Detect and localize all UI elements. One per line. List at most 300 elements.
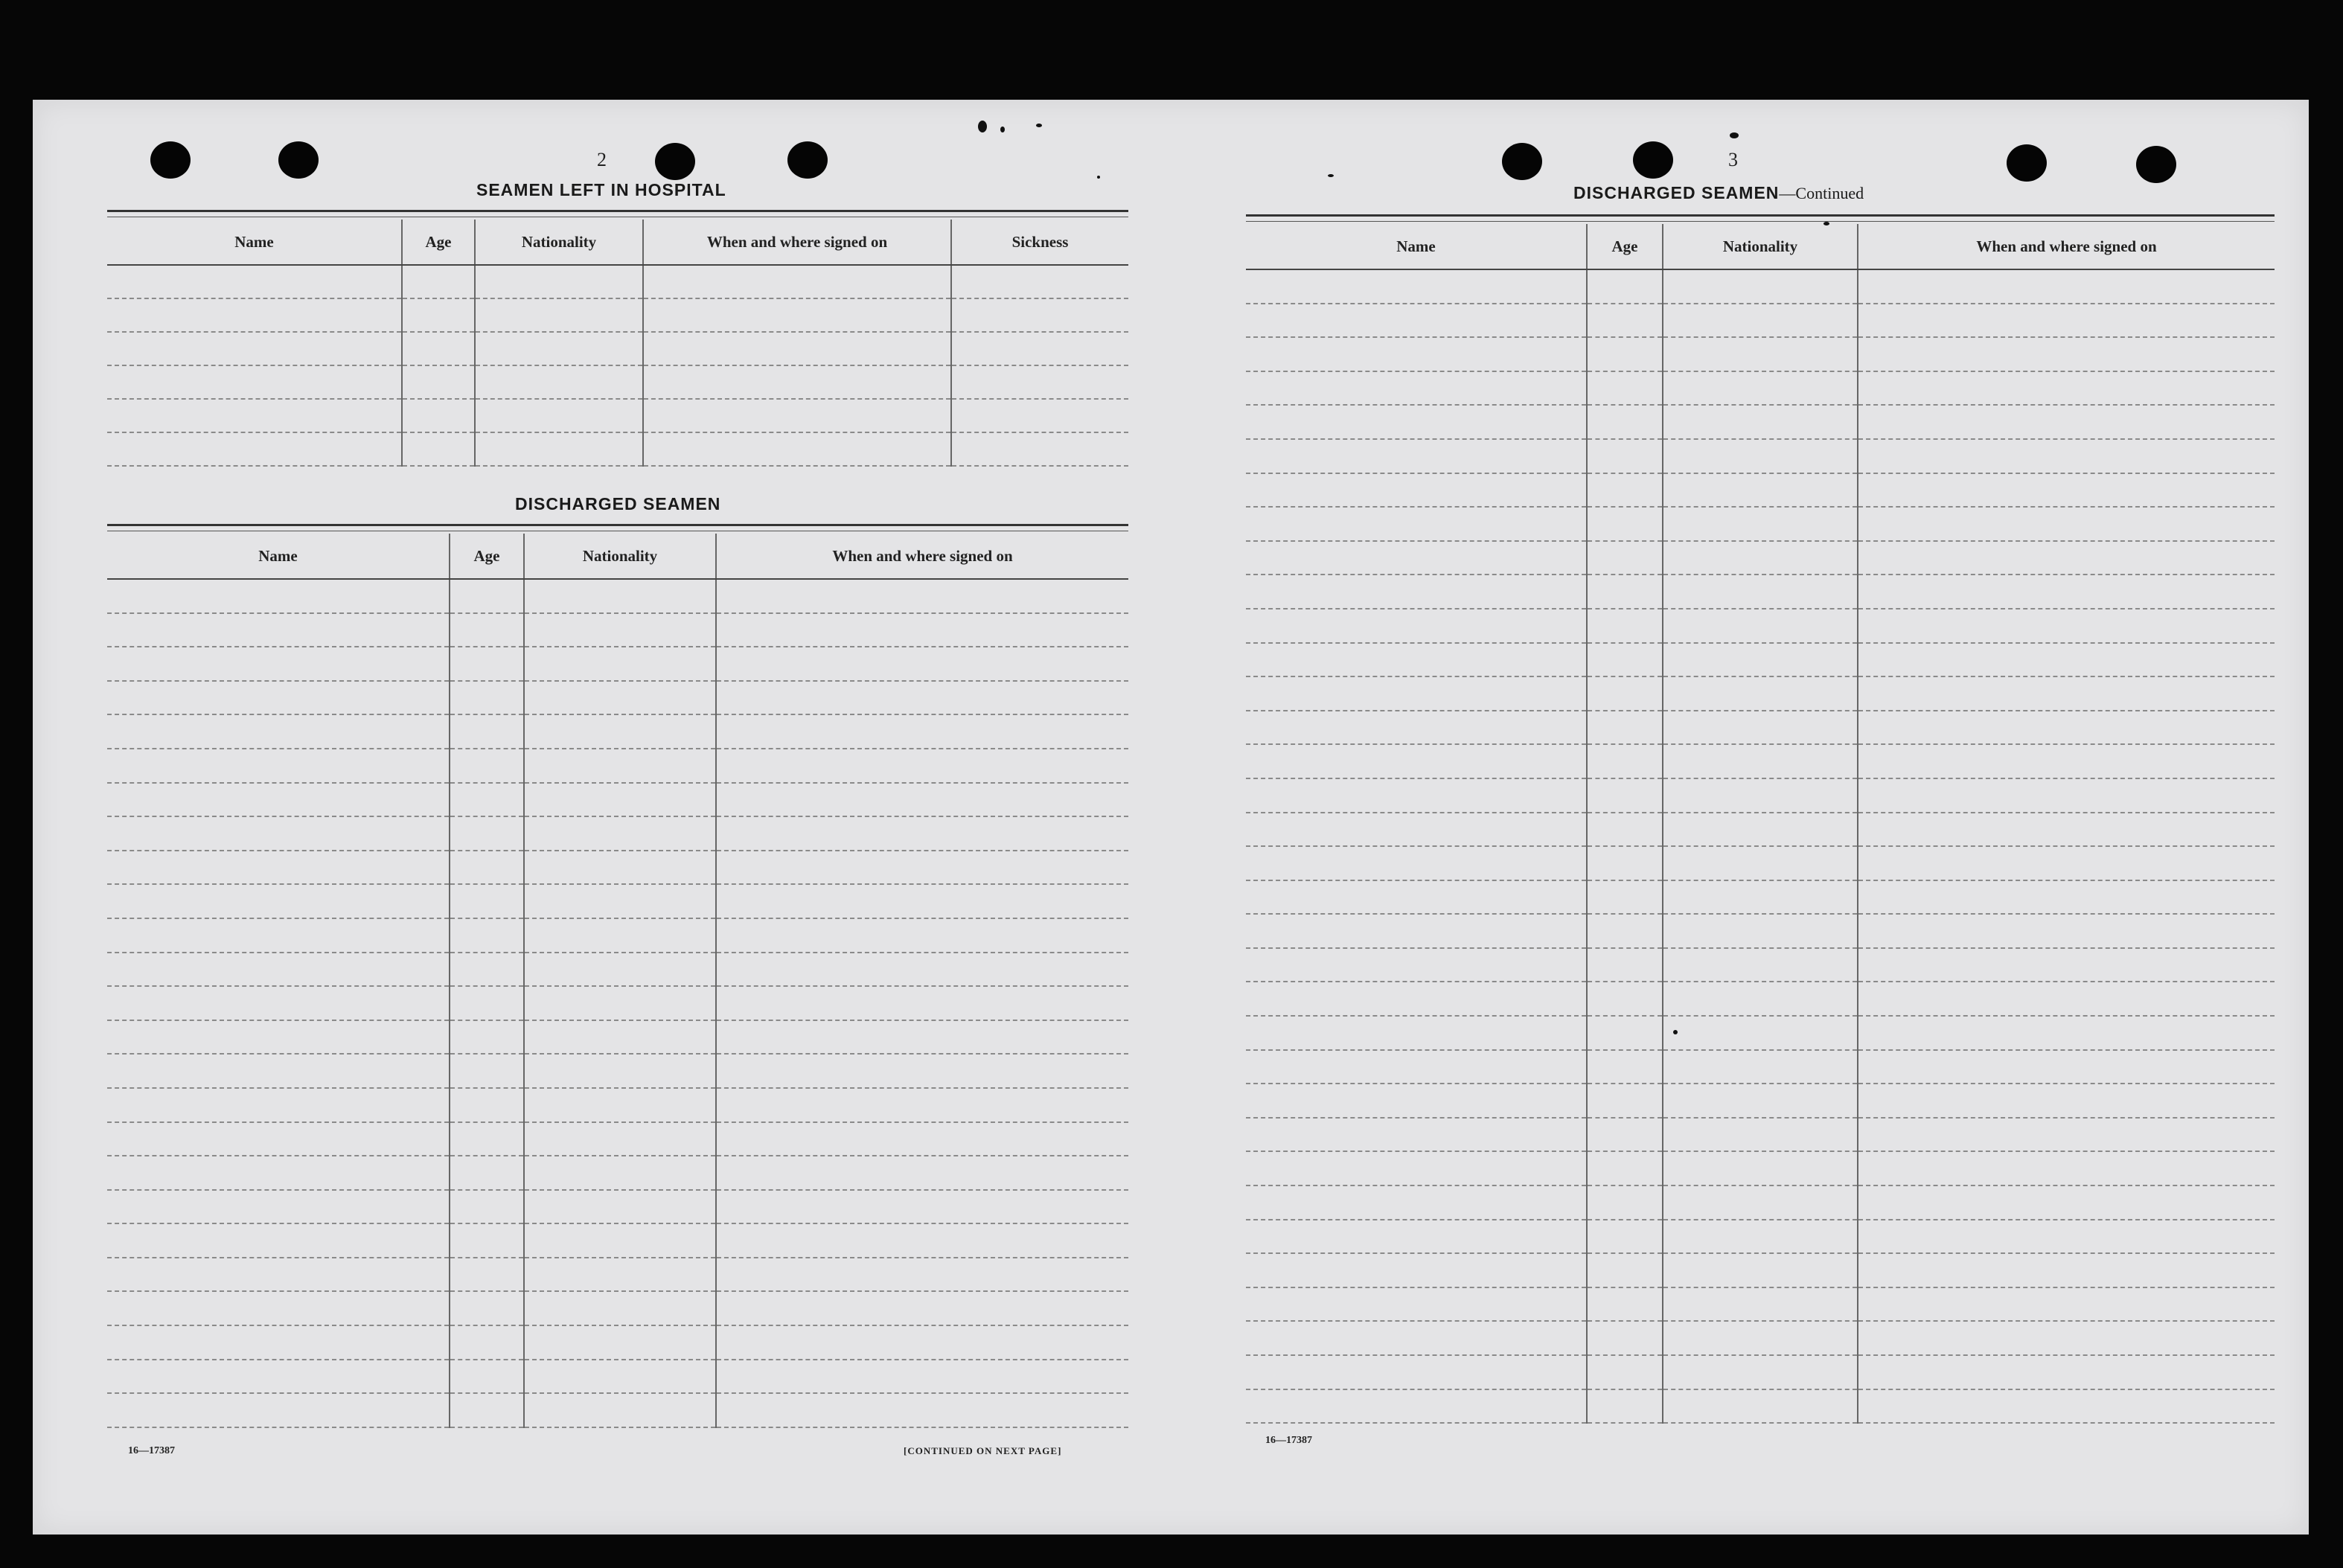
- table-cell: [107, 783, 450, 817]
- table-cell: [1246, 1253, 1587, 1287]
- table-cell: [1663, 643, 1858, 677]
- table-row: [107, 1088, 1128, 1122]
- table-cell: [1246, 304, 1587, 338]
- table-cell: [402, 365, 475, 399]
- table-cell: [1246, 948, 1587, 982]
- table-cell: [643, 332, 951, 365]
- column-header-signed-on: When and where signed on: [716, 534, 1128, 579]
- table-row: [1246, 643, 2275, 677]
- table-cell: [524, 613, 716, 647]
- table-cell: [402, 432, 475, 466]
- table-cell: [1858, 575, 2275, 609]
- table-cell: [1587, 405, 1663, 439]
- table-cell: [1858, 1355, 2275, 1389]
- page-number-left: 2: [597, 149, 607, 170]
- column-header-nationality: Nationality: [524, 534, 716, 579]
- table-cell: [1587, 1321, 1663, 1355]
- table-cell: [716, 1020, 1128, 1055]
- table-cell: [1246, 914, 1587, 948]
- table-cell: [1663, 846, 1858, 880]
- table-row: [1246, 1050, 2275, 1084]
- table-row: [107, 579, 1128, 613]
- table-cell: [1587, 473, 1663, 508]
- table-cell: [1858, 813, 2275, 847]
- table-cell: [107, 579, 450, 613]
- table-cell: [450, 1122, 524, 1156]
- table-row: [1246, 846, 2275, 880]
- table-cell: [1663, 914, 1858, 948]
- table-cell: [1663, 405, 1858, 439]
- table-cell: [1246, 1389, 1587, 1424]
- table-cell: [716, 884, 1128, 918]
- table-cell: [1663, 1016, 1858, 1050]
- table-cell: [450, 918, 524, 953]
- right-section-title-main: DISCHARGED SEAMEN: [1573, 183, 1780, 202]
- table-cell: [1587, 982, 1663, 1016]
- table-cell: [1858, 744, 2275, 778]
- column-header-nationality: Nationality: [475, 220, 643, 265]
- table-cell: [716, 986, 1128, 1020]
- table-row: [1246, 609, 2275, 643]
- table-cell: [716, 579, 1128, 613]
- table-cell: [716, 1190, 1128, 1224]
- page-number-right: 3: [1728, 149, 1738, 170]
- table-cell: [716, 681, 1128, 715]
- table-cell: [1246, 744, 1587, 778]
- table-row: [1246, 473, 2275, 508]
- table-cell: [1858, 1050, 2275, 1084]
- table-cell: [1663, 473, 1858, 508]
- table-cell: [716, 1122, 1128, 1156]
- table-cell: [107, 714, 450, 749]
- table-row: [107, 1190, 1128, 1224]
- table-row: [107, 1156, 1128, 1190]
- table-cell: [1858, 880, 2275, 915]
- table-cell: [107, 1258, 450, 1292]
- table-row: [1246, 1151, 2275, 1185]
- table-row: [107, 1122, 1128, 1156]
- table-cell: [1246, 405, 1587, 439]
- table-cell: [951, 432, 1128, 466]
- table-cell: [1858, 507, 2275, 541]
- table-cell: [1663, 813, 1858, 847]
- column-header-age: Age: [1587, 224, 1663, 269]
- table-cell: [643, 432, 951, 466]
- table-cell: [1663, 609, 1858, 643]
- table-row: [1246, 1118, 2275, 1152]
- table-row: [1246, 1321, 2275, 1355]
- table-cell: [1663, 880, 1858, 915]
- table-cell: [716, 918, 1128, 953]
- table-row: [1246, 439, 2275, 473]
- table-cell: [107, 1325, 450, 1360]
- table-cell: [1858, 609, 2275, 643]
- table-cell: [450, 647, 524, 681]
- table-cell: [450, 1258, 524, 1292]
- table-row: [107, 1291, 1128, 1325]
- table-row: [107, 816, 1128, 851]
- table-row: [107, 1223, 1128, 1258]
- hospital-table: [107, 210, 1128, 473]
- table-cell: [402, 399, 475, 432]
- table-cell: [716, 1054, 1128, 1088]
- table-cell: [524, 986, 716, 1020]
- table-cell: [1663, 1185, 1858, 1220]
- table-cell: [1246, 778, 1587, 813]
- punch-hole: [1633, 141, 1673, 179]
- table-cell: [524, 1223, 716, 1258]
- table-cell: [1663, 778, 1858, 813]
- table-cell: [524, 579, 716, 613]
- table-cell: [107, 816, 450, 851]
- table-cell: [107, 851, 450, 885]
- table-cell: [1663, 1355, 1858, 1389]
- scan-speck: [1097, 176, 1100, 179]
- table-cell: [1587, 1220, 1663, 1254]
- punch-hole: [150, 141, 191, 179]
- punch-hole: [1502, 143, 1542, 180]
- table-cell: [107, 1291, 450, 1325]
- table-cell: [450, 714, 524, 749]
- right-section-title: [1573, 183, 1864, 203]
- table-cell: [716, 1393, 1128, 1427]
- table-cell: [1663, 1151, 1858, 1185]
- table-row: [107, 399, 1128, 432]
- table-row: [1246, 575, 2275, 609]
- table-cell: [1858, 643, 2275, 677]
- column-header-signed-on: When and where signed on: [1858, 224, 2275, 269]
- table-cell: [1663, 371, 1858, 406]
- table-cell: [1663, 1389, 1858, 1424]
- discharged-section-title: DISCHARGED SEAMEN: [515, 494, 721, 513]
- table-row: [1246, 880, 2275, 915]
- table-cell: [107, 749, 450, 783]
- table-cell: [475, 399, 643, 432]
- table-cell: [1246, 643, 1587, 677]
- table-cell: [524, 1190, 716, 1224]
- table-cell: [524, 851, 716, 885]
- table-cell: [450, 1054, 524, 1088]
- table-row: [107, 851, 1128, 885]
- scan-speck: [1036, 124, 1042, 127]
- table-cell: [951, 265, 1128, 298]
- column-header-name: Name: [107, 220, 402, 265]
- table-cell: [450, 1325, 524, 1360]
- table-row: [107, 432, 1128, 466]
- table-cell: [524, 1325, 716, 1360]
- table-row: [107, 1020, 1128, 1055]
- table-row: [107, 298, 1128, 332]
- table-row: [1246, 304, 2275, 338]
- scan-speck: [1730, 132, 1739, 138]
- table-cell: [1587, 914, 1663, 948]
- table-cell: [1587, 1050, 1663, 1084]
- table-cell: [1587, 337, 1663, 371]
- table-cell: [1858, 711, 2275, 745]
- table-cell: [107, 298, 402, 332]
- table-cell: [1587, 676, 1663, 711]
- table-cell: [643, 365, 951, 399]
- table-cell: [524, 918, 716, 953]
- table-cell: [1663, 744, 1858, 778]
- table-row: [107, 783, 1128, 817]
- table-cell: [1858, 1287, 2275, 1322]
- column-header-age: Age: [450, 534, 524, 579]
- table-cell: [107, 1020, 450, 1055]
- table-cell: [450, 613, 524, 647]
- table-cell: [1246, 1355, 1587, 1389]
- table-cell: [107, 432, 402, 466]
- table-cell: [1663, 1084, 1858, 1118]
- table-cell: [1587, 371, 1663, 406]
- table-cell: [475, 298, 643, 332]
- table-cell: [1246, 676, 1587, 711]
- table-cell: [1663, 676, 1858, 711]
- punch-hole: [278, 141, 319, 179]
- table-cell: [1858, 405, 2275, 439]
- table-cell: [1858, 1151, 2275, 1185]
- column-header-nationality: Nationality: [1663, 224, 1858, 269]
- table-row: [1246, 1253, 2275, 1287]
- table-cell: [450, 986, 524, 1020]
- table-cell: [524, 1156, 716, 1190]
- table-cell: [716, 1325, 1128, 1360]
- table-cell: [1663, 1253, 1858, 1287]
- table-row: [1246, 1287, 2275, 1322]
- table-row: [1246, 1016, 2275, 1050]
- table-row: [107, 1054, 1128, 1088]
- table-cell: [1663, 1118, 1858, 1152]
- form-number-left: 16—17387: [128, 1445, 175, 1456]
- table-cell: [1587, 846, 1663, 880]
- table-cell: [524, 1020, 716, 1055]
- table-row: [1246, 744, 2275, 778]
- table-cell: [107, 1190, 450, 1224]
- table-cell: [1858, 304, 2275, 338]
- table-cell: [1587, 1151, 1663, 1185]
- table-cell: [951, 365, 1128, 399]
- table-cell: [716, 714, 1128, 749]
- table-cell: [524, 1258, 716, 1292]
- table-cell: [1663, 507, 1858, 541]
- table-row: [1246, 541, 2275, 575]
- table-cell: [951, 298, 1128, 332]
- table-cell: [524, 1360, 716, 1394]
- column-header-sickness: Sickness: [951, 220, 1128, 265]
- hospital-section-title: SEAMEN LEFT IN HOSPITAL: [476, 180, 726, 199]
- table-cell: [1587, 1355, 1663, 1389]
- table-row: [1246, 405, 2275, 439]
- table-cell: [450, 749, 524, 783]
- scanned-form-sheet: [33, 100, 2309, 1535]
- table-cell: [450, 884, 524, 918]
- table-row: [1246, 337, 2275, 371]
- table-cell: [107, 1054, 450, 1088]
- table-row: [1246, 778, 2275, 813]
- table-cell: [1858, 1253, 2275, 1287]
- table-row: [1246, 269, 2275, 304]
- table-cell: [107, 681, 450, 715]
- table-cell: [1663, 541, 1858, 575]
- table-row: [107, 1258, 1128, 1292]
- table-cell: [1587, 1016, 1663, 1050]
- table-cell: [450, 1156, 524, 1190]
- table-cell: [1663, 711, 1858, 745]
- table-cell: [107, 1088, 450, 1122]
- table-cell: [524, 714, 716, 749]
- table-cell: [1587, 744, 1663, 778]
- table-row: [1246, 914, 2275, 948]
- table-cell: [450, 1291, 524, 1325]
- punch-hole: [2007, 144, 2047, 182]
- table-cell: [1663, 1050, 1858, 1084]
- table-cell: [402, 332, 475, 365]
- table-cell: [524, 1088, 716, 1122]
- table-cell: [450, 1088, 524, 1122]
- table-cell: [107, 918, 450, 953]
- table-cell: [524, 1054, 716, 1088]
- table-cell: [1587, 1084, 1663, 1118]
- table-row: [107, 365, 1128, 399]
- table-row: [1246, 1185, 2275, 1220]
- table-cell: [475, 365, 643, 399]
- table-cell: [1246, 880, 1587, 915]
- table-row: [1246, 813, 2275, 847]
- table-cell: [450, 1190, 524, 1224]
- table-cell: [524, 953, 716, 987]
- table-cell: [1246, 609, 1587, 643]
- form-number-right: 16—17387: [1265, 1435, 1312, 1446]
- table-cell: [1587, 1185, 1663, 1220]
- table-row: [107, 884, 1128, 918]
- table-cell: [1858, 778, 2275, 813]
- table-cell: [1663, 948, 1858, 982]
- table-cell: [1587, 304, 1663, 338]
- table-cell: [402, 298, 475, 332]
- table-cell: [1246, 575, 1587, 609]
- table-cell: [1246, 337, 1587, 371]
- table-cell: [951, 332, 1128, 365]
- table-cell: [1663, 337, 1858, 371]
- table-cell: [107, 1360, 450, 1394]
- scan-speck: [978, 121, 987, 132]
- table-cell: [1246, 439, 1587, 473]
- table-cell: [1858, 337, 2275, 371]
- table-cell: [107, 1223, 450, 1258]
- table-cell: [1246, 813, 1587, 847]
- table-row: [107, 714, 1128, 749]
- table-cell: [1246, 541, 1587, 575]
- table-cell: [1587, 1287, 1663, 1322]
- table-cell: [450, 783, 524, 817]
- table-cell: [643, 399, 951, 432]
- table-cell: [450, 579, 524, 613]
- table-cell: [1587, 1389, 1663, 1424]
- table-cell: [1858, 982, 2275, 1016]
- table-cell: [716, 1360, 1128, 1394]
- table-cell: [1587, 948, 1663, 982]
- table-cell: [524, 884, 716, 918]
- table-cell: [1858, 1321, 2275, 1355]
- discharged-table: [107, 524, 1128, 1532]
- table-cell: [1587, 643, 1663, 677]
- table-cell: [450, 1360, 524, 1394]
- column-header-name: Name: [1246, 224, 1587, 269]
- table-cell: [1858, 676, 2275, 711]
- column-header-signed-on: When and where signed on: [643, 220, 951, 265]
- table-cell: [450, 1393, 524, 1427]
- table-cell: [524, 1393, 716, 1427]
- table-cell: [450, 953, 524, 987]
- table-cell: [1858, 1118, 2275, 1152]
- table-cell: [1663, 1220, 1858, 1254]
- table-cell: [643, 298, 951, 332]
- table-cell: [107, 365, 402, 399]
- table-cell: [1858, 846, 2275, 880]
- table-cell: [524, 681, 716, 715]
- table-cell: [1587, 1118, 1663, 1152]
- table-cell: [1246, 269, 1587, 304]
- table-cell: [716, 613, 1128, 647]
- table-cell: [1246, 1185, 1587, 1220]
- table-cell: [1246, 1050, 1587, 1084]
- table-cell: [1246, 1118, 1587, 1152]
- table-cell: [716, 749, 1128, 783]
- table-cell: [716, 1291, 1128, 1325]
- punch-hole: [787, 141, 828, 179]
- table-cell: [1246, 1151, 1587, 1185]
- table-cell: [1858, 541, 2275, 575]
- table-cell: [1663, 439, 1858, 473]
- discharged-continued-table: [1246, 214, 2275, 1534]
- table-cell: [1663, 575, 1858, 609]
- table-cell: [475, 432, 643, 466]
- table-row: [107, 918, 1128, 953]
- table-cell: [716, 1258, 1128, 1292]
- table-cell: [1663, 269, 1858, 304]
- table-row: [107, 613, 1128, 647]
- table-row: [1246, 1084, 2275, 1118]
- table-cell: [716, 851, 1128, 885]
- table-cell: [524, 816, 716, 851]
- table-cell: [1587, 507, 1663, 541]
- table-cell: [450, 681, 524, 715]
- table-cell: [1858, 1185, 2275, 1220]
- table-row: [107, 681, 1128, 715]
- table-row: [1246, 1389, 2275, 1424]
- table-row: [107, 647, 1128, 681]
- table-cell: [107, 1393, 450, 1427]
- table-cell: [107, 1156, 450, 1190]
- table-cell: [1858, 1016, 2275, 1050]
- table-cell: [1587, 1253, 1663, 1287]
- table-cell: [1587, 575, 1663, 609]
- table-cell: [1858, 914, 2275, 948]
- continued-note: [CONTINUED ON NEXT PAGE]: [904, 1445, 1062, 1456]
- table-row: [107, 986, 1128, 1020]
- table-cell: [643, 265, 951, 298]
- table-cell: [1858, 1220, 2275, 1254]
- table-cell: [1587, 439, 1663, 473]
- table-cell: [107, 613, 450, 647]
- table-cell: [1858, 473, 2275, 508]
- table-cell: [951, 399, 1128, 432]
- table-row: [107, 332, 1128, 365]
- table-cell: [524, 1291, 716, 1325]
- table-cell: [107, 884, 450, 918]
- table-cell: [1246, 473, 1587, 508]
- table-row: [107, 953, 1128, 987]
